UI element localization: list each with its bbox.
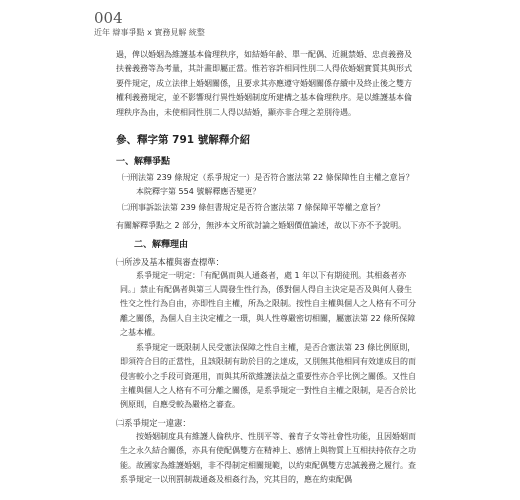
- page-body: [116, 48, 416, 487]
- section-heading: 參、釋字第 791 號解釋介紹: [116, 134, 251, 147]
- reason-paragraph: 系爭規定一既限制人民受憲法保障之性自主權，是否合憲法第 23 條比例原則，即須符合目的正當性，且該限制有助於目的之達成，又別無其他相同有效達成目的而侵害較小之手段可資運用，而與其所欲維護法益之重要性亦合乎比例之關係。又性自主權與個人之人格有不可分離之關係，是系爭規定一對性自主權之限制，是否合於比例原則，自應受較為嚴格之審查。: [120, 342, 416, 410]
- part-heading-issues: 一、解釋爭點: [116, 157, 171, 168]
- part-heading-reasons: 二、解釋理由: [134, 239, 189, 250]
- issue-item: ㈡刑事訴訟法第 239 條但書規定是否符合憲法第 7 條保障平等權之意旨？: [122, 202, 385, 212]
- reason-paragraph: 按婚姻制度具有維護人倫秩序、性別平等、養育子女等社會性功能，且因婚姻而生之永久結合關係，亦具有使配偶雙方在精神上、感情上與物質上互相扶持依存之功能。故國家為維護婚姻，非不得制定相關規範，以約束配偶雙方忠誠義務之履行。查系爭規定一以刑罰制裁通姦及相姦行為，究其目的，應在約束配偶: [120, 431, 416, 484]
- issue-note: 有關解釋爭點之 2 部分，無涉本文所欲討論之婚姻價值論述，故以下亦不予說明。: [116, 221, 407, 231]
- running-title: 近年 辯事爭點 x 實務見解 統整: [94, 28, 205, 37]
- issue-item: ㈠刑法第 239 條規定（系爭規定一）是否符合憲法第 22 條保障性自主權之意旨？本院釋字第 554 號解釋應否變更？: [122, 173, 414, 197]
- reason-item-title: ㈡系爭規定一違憲：: [116, 417, 191, 428]
- page-number: 004: [94, 9, 123, 27]
- intro-paragraph: 過，俾以婚姻為維護基本倫理秩序，如結婚年齡、單一配偶、近親禁婚、忠貞義務及扶養義務等為考量，其計畫即屬正當。惟若容許相同性別二人得依婚姻實質其與形式要件規定，成立法律上婚姻關係，且要求其亦應遵守婚姻關係存續中及終止後之雙方權利義務規定，並不影響現行異性婚姻制度所建構之基本倫理秩序。是以維護基本倫理秩序為由，未使相同性別二人得以結婚，顯亦非合理之差別待遇。: [116, 50, 412, 117]
- reason-paragraph: 系爭規定一明定：「有配偶而與人通姦者，處 1 年以下有期徒刑。其相姦者亦同。」禁止有配偶者與第三人間發生性行為，係對個人得自主決定是否及與何人發生性交之性行為自由，亦即性自主權，所為之限制。按性自主權與個人之人格有不可分離之關係，為個人自主決定權之一環，與人性尊嚴密切相關，屬憲法第 22 條所保障之基本權。: [120, 270, 416, 338]
- reason-item-title: ㈠所涉及基本權與審查標準：: [116, 256, 224, 267]
- page-header: [94, 10, 205, 38]
